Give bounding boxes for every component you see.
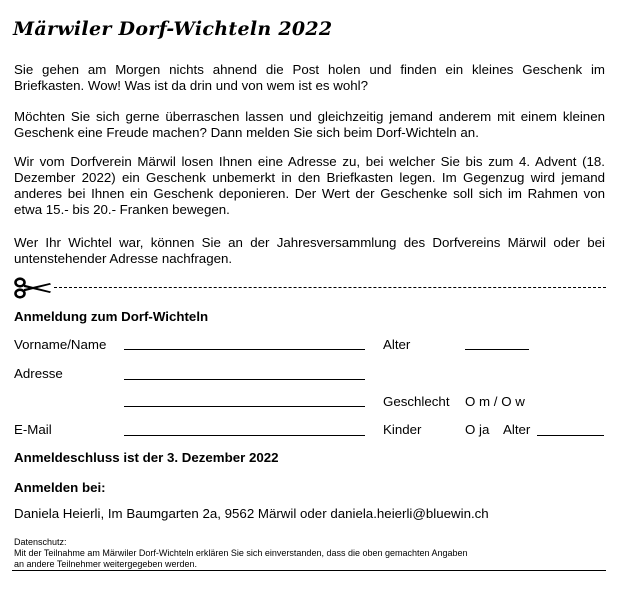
- kids-age-field[interactable]: [537, 435, 604, 436]
- privacy-label: Datenschutz:: [14, 537, 67, 547]
- scissors-icon: [14, 277, 52, 299]
- privacy-text-line2: an andere Teilnehmer weitergegeben werden.: [14, 559, 197, 569]
- email-field[interactable]: [124, 435, 365, 436]
- kids-label: Kinder: [383, 422, 422, 437]
- intro-paragraph: Sie gehen am Morgen nichts ahnend die Post holen und finden ein kleines Geschenk im Briefkasten. Wow! Was ist da drin und von wem ist es wohl?: [14, 62, 605, 93]
- reveal-paragraph: Wer Ihr Wichtel war, können Sie an der Jahresversammlung des Dorfvereins Märwil oder bei untenstehender Adresse nachfragen.: [14, 235, 605, 266]
- privacy-text-line1: Mit der Teilnahme am Märwiler Dorf-Wichteln erklären Sie sich einverstanden, dass die oben gemachten Angaben: [14, 548, 468, 558]
- age-field[interactable]: [465, 349, 529, 350]
- name-label: Vorname/Name: [14, 337, 107, 352]
- register-heading: Anmelden bei:: [14, 480, 106, 495]
- kids-age-label: Alter: [503, 422, 531, 437]
- address-label: Adresse: [14, 366, 63, 381]
- address-field-line1[interactable]: [124, 379, 365, 380]
- name-field[interactable]: [124, 349, 365, 350]
- rules-paragraph: Wir vom Dorfverein Märwil losen Ihnen eine Adresse zu, bei welcher Sie bis zum 4. Advent (18. Dezember 2022) ein Geschenk unbemerkt in den Briefkasten legen. Im Gegenzug wird jemand anderes bei Ihnen ein Geschenk deponieren. Der Wert der Geschenke soll sich im Rahmen von etwa 15.- bis 20.- Franken bewegen.: [14, 154, 605, 217]
- privacy-notice: [14, 537, 468, 570]
- invitation-paragraph: Möchten Sie sich gerne überraschen lassen und gleichzeitig jemand anderem mit einem kleinen Geschenk eine Freude machen? Dann melden Sie sich beim Dorf-Wichteln an.: [14, 109, 605, 140]
- gender-label: Geschlecht: [383, 394, 450, 409]
- bottom-divider: [12, 570, 606, 571]
- form-heading: Anmeldung zum Dorf-Wichteln: [14, 309, 209, 324]
- age-label: Alter: [383, 337, 411, 352]
- kids-yes-option[interactable]: O ja: [465, 422, 490, 437]
- address-field-line2[interactable]: [124, 406, 365, 407]
- dashed-cut-line: [54, 287, 606, 288]
- cut-line: [14, 277, 606, 299]
- deadline-text: Anmeldeschluss ist der 3. Dezember 2022: [14, 450, 279, 465]
- email-label: E-Mail: [14, 422, 52, 437]
- page-title: Märwiler Dorf-Wichteln 2022: [13, 18, 333, 40]
- contact-address: Daniela Heierli, Im Baumgarten 2a, 9562 Märwil oder daniela.heierli@bluewin.ch: [14, 506, 489, 521]
- gender-options[interactable]: O m / O w: [465, 394, 525, 409]
